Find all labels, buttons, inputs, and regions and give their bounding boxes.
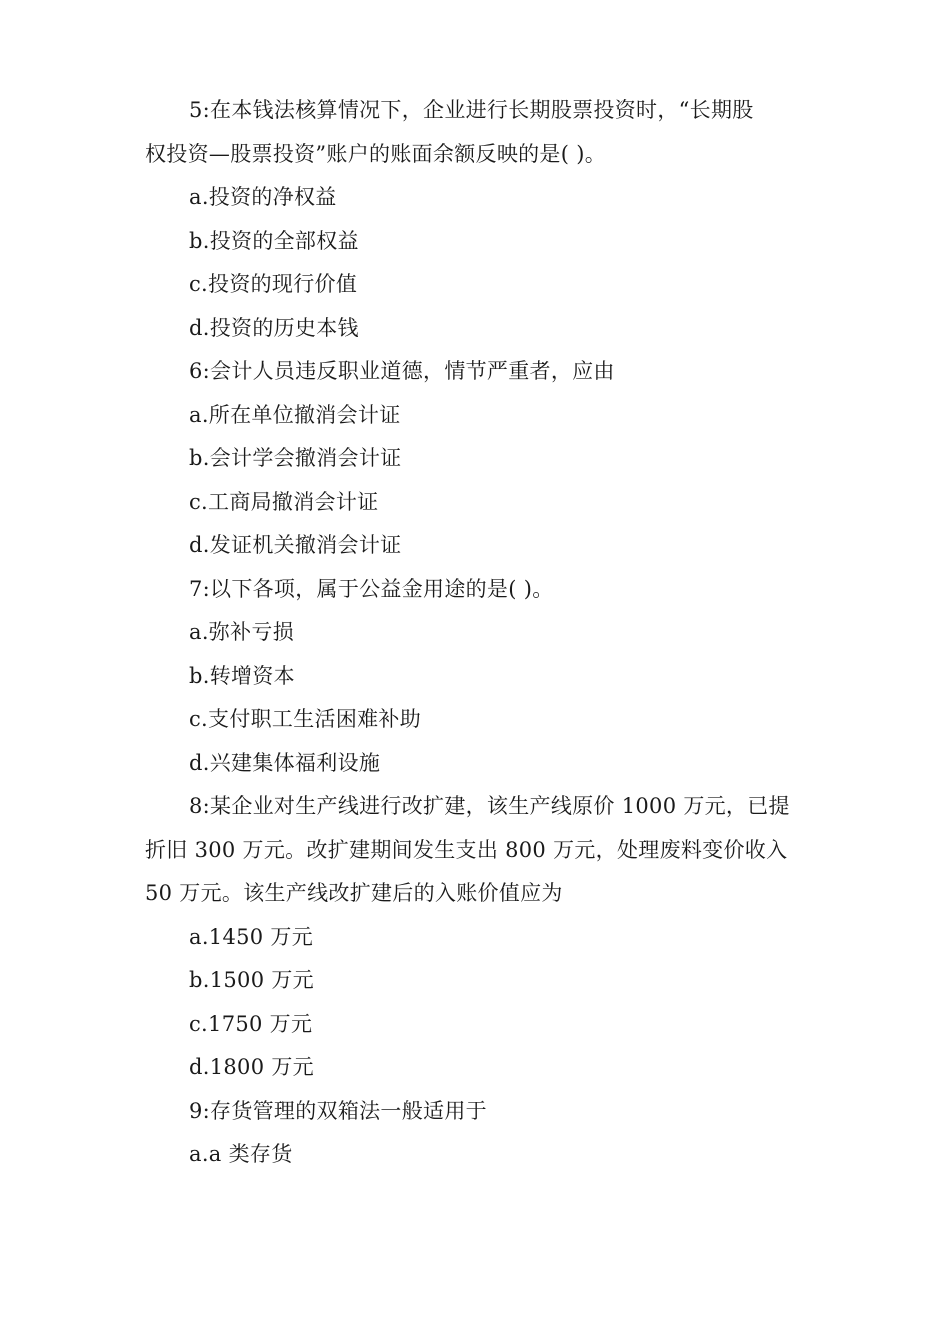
question-8-stem-line-3: 50 万元。该生产线改扩建后的入账价值应为 (145, 881, 563, 905)
question-5-option-d: d.投资的历史本钱 (189, 316, 359, 340)
question-6-stem-line-1: 6:会计人员违反职业道德，情节严重者，应由 (189, 359, 615, 383)
question-8-option-c: c.1750 万元 (189, 1012, 313, 1036)
question-6-option-a: a.所在单位撤消会计证 (189, 403, 401, 427)
question-5-stem-line-2: 权投资—股票投资”账户的账面余额反映的是( )。 (145, 142, 606, 166)
question-8-option-d: d.1800 万元 (189, 1055, 314, 1079)
question-7-option-b: b.转增资本 (189, 664, 295, 688)
question-7-option-d: d.兴建集体福利设施 (189, 751, 381, 775)
question-7-option-a: a.弥补亏损 (189, 620, 294, 644)
question-5-stem-line-1: 5:在本钱法核算情况下，企业进行长期股票投资时，“长期股 (189, 98, 754, 122)
question-8-option-b: b.1500 万元 (189, 968, 314, 992)
question-5-option-b: b.投资的全部权益 (189, 229, 359, 253)
question-9-stem-line-1: 9:存货管理的双箱法一般适用于 (189, 1099, 487, 1123)
question-7-stem-line-1: 7:以下各项，属于公益金用途的是( )。 (189, 577, 554, 601)
question-6-option-d: d.发证机关撤消会计证 (189, 533, 402, 557)
question-5-option-a: a.投资的净权益 (189, 185, 337, 209)
question-7-option-c: c.支付职工生活困难补助 (189, 707, 422, 731)
question-8-option-a: a.1450 万元 (189, 925, 314, 949)
question-9-option-a: a.a 类存货 (189, 1142, 293, 1166)
question-8-stem-line-2: 折旧 300 万元。改扩建期间发生支出 800 万元，处理废料变价收入 (145, 838, 788, 862)
question-8-stem-line-1: 8:某企业对生产线进行改扩建，该生产线原价 1000 万元，已提 (189, 794, 790, 818)
question-6-option-b: b.会计学会撤消会计证 (189, 446, 402, 470)
question-5-option-c: c.投资的现行价值 (189, 272, 358, 296)
question-6-option-c: c.工商局撤消会计证 (189, 490, 379, 514)
